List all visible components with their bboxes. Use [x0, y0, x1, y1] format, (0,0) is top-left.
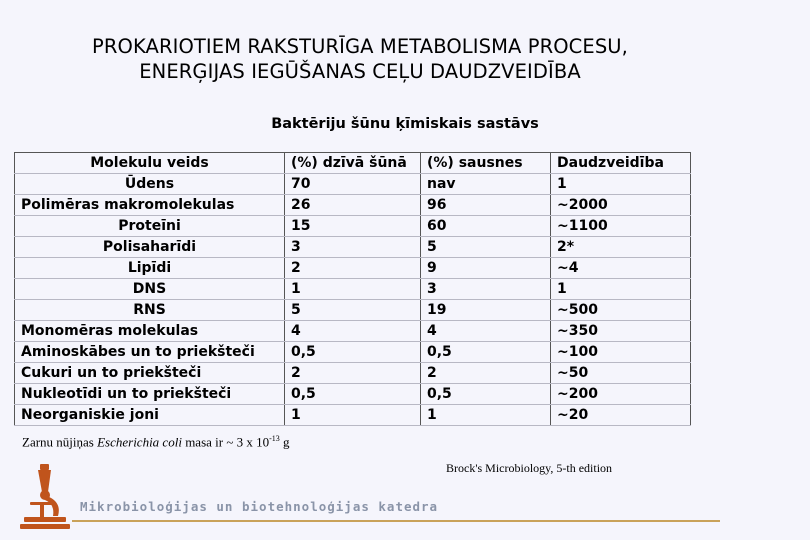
table-cell: 0,5 [285, 384, 421, 405]
table-cell: 60 [421, 216, 551, 237]
caption-species: Escherichia coli [97, 434, 182, 450]
table-header-cell: (%) sausnes [421, 153, 551, 174]
table-cell: ~1100 [551, 216, 691, 237]
table-cell: nav [421, 174, 551, 195]
table-cell: 2 [421, 363, 551, 384]
table-cell: 15 [285, 216, 421, 237]
table-cell: 2 [285, 258, 421, 279]
table-row [15, 258, 691, 279]
table-row [15, 384, 691, 405]
caption-exponent: -13 [269, 434, 280, 443]
table-cell: 4 [285, 321, 421, 342]
department-name: Mikrobioloģijas un biotehnoloģijas katedra [80, 499, 439, 514]
table-row [15, 342, 691, 363]
table-cell: 1 [285, 405, 421, 426]
table-cell: Neorganiskie joni [15, 405, 285, 426]
slide-title-line-2: ENERĢIJAS IEGŪŠANAS CEĻU DAUDZVEIDĪBA [139, 60, 581, 83]
table-cell: Polimēras makromolekulas [15, 195, 285, 216]
table-header-cell: Molekulu veids [15, 153, 285, 174]
table-cell: ~500 [551, 300, 691, 321]
table-cell: 2 [285, 363, 421, 384]
table-cell: 5 [421, 237, 551, 258]
table-cell: ~4 [551, 258, 691, 279]
table-cell: 0,5 [421, 384, 551, 405]
footer-divider [72, 520, 720, 522]
table-cell: Monomēras molekulas [15, 321, 285, 342]
table-cell: ~200 [551, 384, 691, 405]
table-cell: Polisaharīdi [15, 237, 285, 258]
table-cell: 0,5 [285, 342, 421, 363]
table-row [15, 405, 691, 426]
table-cell: ~350 [551, 321, 691, 342]
caption-suffix: g [279, 434, 290, 450]
table-cell: 1 [421, 405, 551, 426]
table-row [15, 321, 691, 342]
caption-middle: masa ir ~ 3 x 10 [181, 434, 270, 450]
table-cell: ~20 [551, 405, 691, 426]
table-cell: Aminoskābes un to priekšteči [15, 342, 285, 363]
table-row [15, 174, 691, 195]
table-cell: ~50 [551, 363, 691, 384]
table-cell: RNS [15, 300, 285, 321]
table-row [15, 195, 691, 216]
composition-table-wrapper [14, 152, 690, 423]
table-row [15, 363, 691, 384]
table-cell: 4 [421, 321, 551, 342]
table-cell: 3 [285, 237, 421, 258]
table-cell: Nukleotīdi un to priekšteči [15, 384, 285, 405]
table-cell: Lipīdi [15, 258, 285, 279]
source-citation: Brock's Microbiology, 5-th edition [446, 461, 613, 475]
table-cell: DNS [15, 279, 285, 300]
table-cell: 9 [421, 258, 551, 279]
table-row [15, 300, 691, 321]
table-cell: Ūdens [15, 174, 285, 195]
table-cell: 3 [421, 279, 551, 300]
table-cell: Cukuri un to priekšteči [15, 363, 285, 384]
table-header-row [15, 153, 691, 174]
table-cell: ~2000 [551, 195, 691, 216]
table-row [15, 279, 691, 300]
table-cell: 1 [551, 279, 691, 300]
table-cell: Proteīni [15, 216, 285, 237]
table-header-cell: (%) dzīvā šūnā [285, 153, 421, 174]
microscope-icon [18, 462, 72, 532]
table-cell: 2* [551, 237, 691, 258]
table-cell: 0,5 [421, 342, 551, 363]
table-cell: 5 [285, 300, 421, 321]
ecoli-mass-caption [22, 434, 290, 450]
table-cell: 26 [285, 195, 421, 216]
table-cell: ~100 [551, 342, 691, 363]
table-row [15, 216, 691, 237]
composition-table-body [15, 153, 691, 426]
slide-title-line-1: PROKARIOTIEM RAKSTURĪGA METABOLISMA PROCESU, [92, 35, 628, 58]
table-header-cell: Daudzveidība [551, 153, 691, 174]
table-cell: 96 [421, 195, 551, 216]
table-cell: 1 [285, 279, 421, 300]
table-subtitle: Baktēriju šūnu ķīmiskais sastāvs [271, 116, 539, 132]
table-cell: 19 [421, 300, 551, 321]
caption-prefix: Zarnu nūjiņas [22, 434, 98, 450]
table-row [15, 237, 691, 258]
table-cell: 70 [285, 174, 421, 195]
slide-title [0, 34, 720, 84]
table-cell: 1 [551, 174, 691, 195]
composition-table [14, 152, 691, 426]
